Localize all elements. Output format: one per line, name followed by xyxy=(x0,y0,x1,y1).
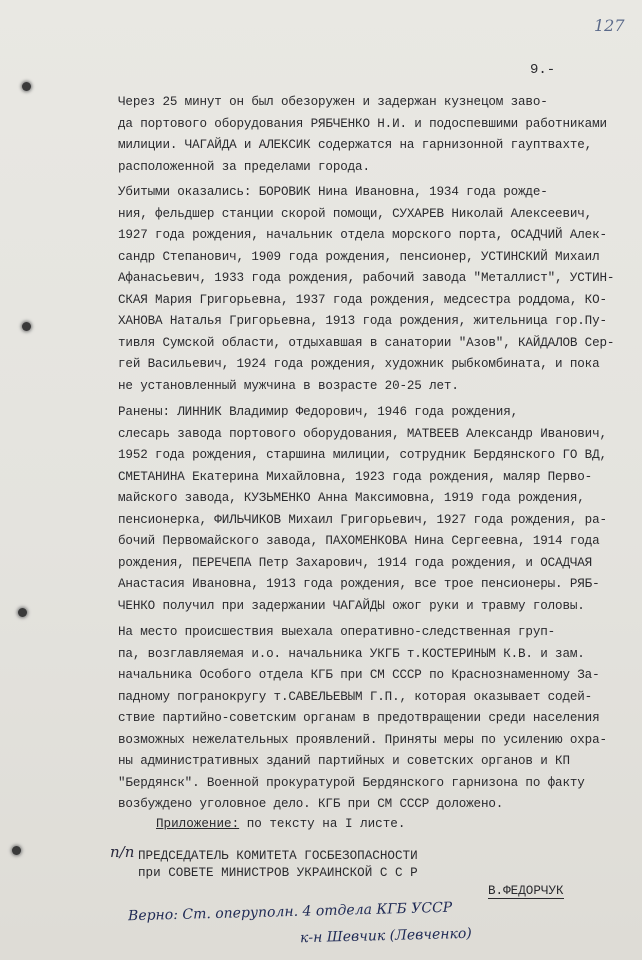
signatory-title: ПРЕДСЕДАТЕЛЬ КОМИТЕТА ГОСБЕЗОПАСНОСТИ при СОВЕТЕ МИНИСТРОВ УКРАИНСКОЙ С С Р xyxy=(138,849,418,880)
handwritten-certification-line2: к-н Шевчик (Левченко) xyxy=(299,925,472,947)
appendix-text: по тексту на I листе. xyxy=(246,817,406,831)
page-number: 9.- xyxy=(530,62,556,78)
paragraph-detention: Через 25 минут он был обезоружен и задержан кузнецом заво- да портового оборудования РЯБЧЕНКО Н.И. и подоспевшими работниками милиции. ЧАГАЙДА и АЛЕКСИК содержатся на гарнизонной гауптвахте, расположенной за пределами города. xyxy=(118,95,607,174)
punch-hole xyxy=(18,608,27,617)
paragraph-killed: Убитыми оказались: БОРОВИК Нина Ивановна, 1934 года рожде- ния, фельдшер станции скорой помощи, СУХАРЕВ Николай Алексеевич, 1927 года рождения, начальник отдела морского порта, ОСАДЧИЙ Алек- сандр Степанович, 1909 года рождения, пенсионер, УСТИНСКИЙ Михаил Афанасьевич, 1933 года рождения, рабочий завода "Металлист", УСТИН- СКАЯ Мария Григорьевна, 1937 года рождения, медсестра роддома, КО- ХАНОВА Наталья Григорьевна, 1913 года рождения, жительница гор.Пу- тивля Сумской области, отдыхавшая в санатории "Азов", КАЙДАЛОВ Сер- гей Васильевич, 1924 года рождения, художник рыбкомбината, и пока не установленный мужчина в возрасте 20-25 лет. xyxy=(118,185,615,393)
punch-hole xyxy=(22,322,31,331)
paragraph-investigation: На место происшествия выехала оперативно-следственная груп- па, возглавляемая и.о. начальника УКГБ т.КОСТЕРИНЫМ К.В. и зам. начальника Особого отдела КГБ при СМ СССР по Краснознаменному За- падному погранокругу т.САВЕЛЬЕВЫМ Г.П., которая оказывает содей- ствие партийно-советским органам в предотвращении среди населения возможных нежелательных проявлений. Приняты меры по усилению охра- ны административных зданий партийных и советских органов и КП "Бердянск". Военной прокуратурой Бердянского гарнизона по факту возбуждено уголовное дело. КГБ при СМ СССР доложено. xyxy=(118,625,607,811)
punch-hole xyxy=(22,82,31,91)
signature-mark: п/п xyxy=(110,843,135,861)
paragraph-wounded: Ранены: ЛИННИК Владимир Федорович, 1946 года рождения, слесарь завода портового оборудования, МАТВЕЕВ Александр Иванович, 1952 года рождения, старшина милиции, сотрудник Бердянского ГО ВД, СМЕТАНИНА Екатерина Михайловна, 1923 года рождения, маляр Перво- майского завода, КУЗЬМЕНКО Анна Максимовна, 1919 года рождения, пенсионерка, ФИЛЬЧИКОВ Михаил Григорьевич, 1927 года рождения, ра- бочий Первомайского завода, ПАХОМЕНКОВА Нина Сергеевна, 1914 года рождения, ПЕРЕЧЕПА Петр Захарович, 1914 года рождения, и ОСАДЧАЯ Анастасия Ивановна, 1913 года рождения, все трое пенсионеры. РЯБ- ЧЕНКО получил при задержании ЧАГАЙДЫ ожог руки и травму головы. xyxy=(118,405,607,613)
appendix-line xyxy=(156,817,405,831)
handwritten-certification-line1: Верно: Ст. оперуполн. 4 отдела КГБ УССР xyxy=(127,899,453,925)
signatory-name: В.ФЕДОРЧУК xyxy=(488,884,564,898)
punch-hole xyxy=(12,846,21,855)
appendix-label: Приложение: xyxy=(156,817,240,831)
archive-sheet-number: 127 xyxy=(594,16,625,35)
